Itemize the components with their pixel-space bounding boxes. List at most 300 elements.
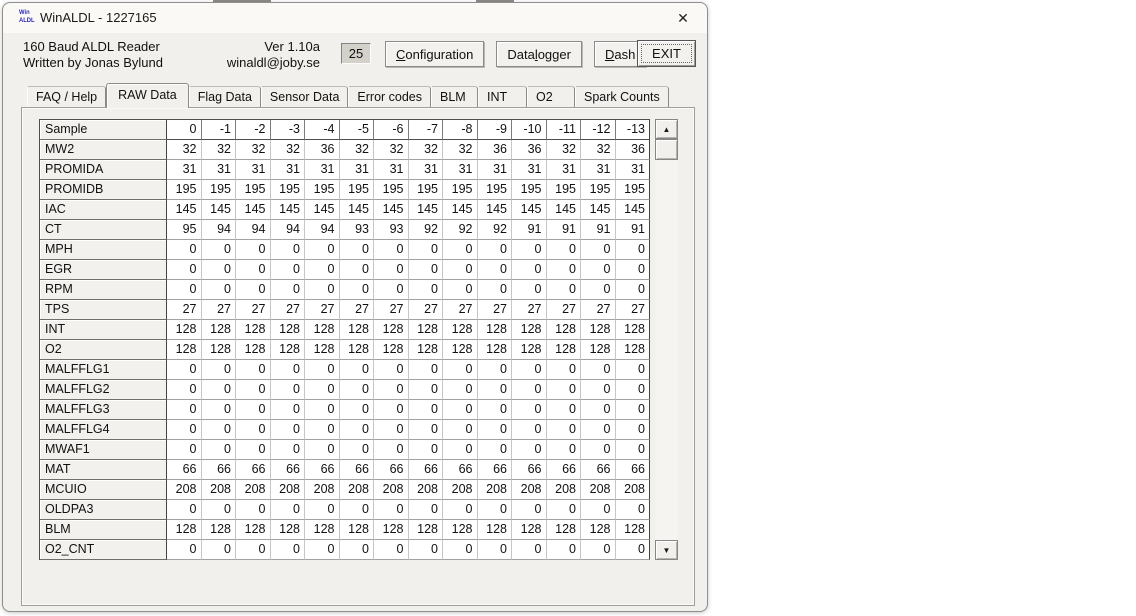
- cell: 0: [581, 440, 616, 460]
- cell: 208: [305, 480, 340, 500]
- cell: 31: [616, 160, 651, 180]
- cell: 0: [305, 400, 340, 420]
- cell: 0: [236, 280, 271, 300]
- cell: 0: [409, 360, 444, 380]
- column-header: -8: [443, 120, 478, 140]
- cell: 0: [581, 380, 616, 400]
- row-label: IAC: [40, 200, 167, 220]
- cell: 0: [305, 240, 340, 260]
- cell: 32: [547, 140, 582, 160]
- sample-counter: 25: [341, 43, 371, 64]
- cell: 0: [512, 540, 547, 560]
- cell: 66: [305, 460, 340, 480]
- cell: 195: [409, 180, 444, 200]
- cell: 145: [374, 200, 409, 220]
- cell: 0: [512, 420, 547, 440]
- column-header: -6: [374, 120, 409, 140]
- tab-error-codes[interactable]: Error codes: [348, 86, 431, 107]
- cell: 0: [202, 260, 237, 280]
- cell: 0: [443, 360, 478, 380]
- cell: 0: [340, 260, 375, 280]
- cell: 208: [478, 480, 513, 500]
- cell: 31: [202, 160, 237, 180]
- cell: 0: [547, 260, 582, 280]
- cell: 195: [547, 180, 582, 200]
- cell: 27: [340, 300, 375, 320]
- datalogger-button[interactable]: Datalogger: [496, 41, 582, 67]
- cell: 0: [202, 360, 237, 380]
- cell: 0: [616, 420, 651, 440]
- cell: 128: [616, 520, 651, 540]
- cell: 128: [305, 320, 340, 340]
- cell: 0: [340, 360, 375, 380]
- cell: 0: [512, 360, 547, 380]
- titlebar: [3, 3, 707, 33]
- cell: 32: [340, 140, 375, 160]
- cell: 0: [512, 400, 547, 420]
- cell: 0: [236, 400, 271, 420]
- cell: 31: [443, 160, 478, 180]
- cell: 195: [340, 180, 375, 200]
- column-header: -12: [581, 120, 616, 140]
- cell: 0: [478, 240, 513, 260]
- cell: 0: [202, 500, 237, 520]
- cell: 128: [547, 520, 582, 540]
- configuration-button[interactable]: Configuration: [385, 41, 484, 67]
- cell: 128: [340, 520, 375, 540]
- row-label: INT: [40, 320, 167, 340]
- cell: 0: [305, 420, 340, 440]
- cell: 66: [167, 460, 202, 480]
- tab-raw-data[interactable]: RAW Data: [106, 83, 189, 108]
- cell: 128: [616, 320, 651, 340]
- cell: 145: [443, 200, 478, 220]
- tab-spark-counts[interactable]: Spark Counts: [575, 86, 669, 107]
- cell: 128: [616, 340, 651, 360]
- cell: 195: [616, 180, 651, 200]
- cell: 0: [305, 540, 340, 560]
- cell: 0: [581, 280, 616, 300]
- app-icon-text-top: Win: [19, 9, 30, 16]
- cell: 0: [271, 420, 306, 440]
- cell: 128: [547, 320, 582, 340]
- cell: 0: [202, 280, 237, 300]
- tab-flag-data[interactable]: Flag Data: [189, 86, 261, 107]
- cell: 145: [202, 200, 237, 220]
- tab-bar: [27, 83, 669, 107]
- cell: 92: [409, 220, 444, 240]
- cell: 128: [202, 320, 237, 340]
- cell: 208: [547, 480, 582, 500]
- cell: 128: [340, 320, 375, 340]
- cell: 0: [305, 280, 340, 300]
- cell: 195: [305, 180, 340, 200]
- cell: 91: [547, 220, 582, 240]
- cell: 145: [167, 200, 202, 220]
- cell: 66: [581, 460, 616, 480]
- cell: 0: [581, 540, 616, 560]
- cell: 145: [547, 200, 582, 220]
- cell: 94: [271, 220, 306, 240]
- cell: 128: [443, 340, 478, 360]
- cell: 128: [547, 340, 582, 360]
- scrollbar-thumb[interactable]: [655, 139, 678, 160]
- row-label: MW2: [40, 140, 167, 160]
- cell: 208: [167, 480, 202, 500]
- cell: 0: [443, 280, 478, 300]
- cell: 0: [271, 400, 306, 420]
- cell: 145: [340, 200, 375, 220]
- email-label: winaldl@joby.se: [226, 55, 320, 70]
- cell: 66: [409, 460, 444, 480]
- tab-blm[interactable]: BLM: [431, 86, 478, 107]
- cell: 0: [616, 400, 651, 420]
- cell: 195: [512, 180, 547, 200]
- cell: 0: [167, 240, 202, 260]
- cell: 128: [167, 520, 202, 540]
- cell: 0: [374, 260, 409, 280]
- cell: 128: [409, 340, 444, 360]
- cell: 0: [512, 440, 547, 460]
- cell: 0: [271, 240, 306, 260]
- cell: 66: [271, 460, 306, 480]
- cell: 0: [409, 240, 444, 260]
- cell: 0: [305, 440, 340, 460]
- cell: 128: [340, 340, 375, 360]
- app-description: [23, 39, 163, 71]
- cell: 128: [167, 340, 202, 360]
- cell: 0: [374, 360, 409, 380]
- header-buttons: [385, 41, 646, 67]
- cell: 95: [167, 220, 202, 240]
- cell: 195: [202, 180, 237, 200]
- row-label: O2_CNT: [40, 540, 167, 560]
- column-header: -10: [512, 120, 547, 140]
- cell: 66: [202, 460, 237, 480]
- cell: 31: [581, 160, 616, 180]
- cell: 0: [202, 400, 237, 420]
- cell: 0: [271, 440, 306, 460]
- cell: 208: [340, 480, 375, 500]
- cell: 145: [478, 200, 513, 220]
- cell: 128: [305, 520, 340, 540]
- cell: 0: [512, 240, 547, 260]
- cell: 208: [271, 480, 306, 500]
- cell: 128: [409, 320, 444, 340]
- cell: 32: [581, 140, 616, 160]
- cell: 0: [374, 440, 409, 460]
- cell: 0: [271, 380, 306, 400]
- cell: 0: [547, 360, 582, 380]
- cell: 32: [443, 140, 478, 160]
- app-icon: [19, 9, 36, 26]
- cell: 0: [443, 440, 478, 460]
- cell: 208: [374, 480, 409, 500]
- cell: 145: [512, 200, 547, 220]
- cell: 128: [478, 320, 513, 340]
- cell: 128: [443, 520, 478, 540]
- cell: 0: [374, 400, 409, 420]
- cell: 0: [374, 540, 409, 560]
- cell: 0: [236, 380, 271, 400]
- cell: 0: [581, 360, 616, 380]
- tab-faq-help[interactable]: FAQ / Help: [27, 86, 106, 107]
- cell: 208: [202, 480, 237, 500]
- cell: 128: [374, 340, 409, 360]
- cell: 0: [167, 280, 202, 300]
- cell: 91: [616, 220, 651, 240]
- column-header: -7: [409, 120, 444, 140]
- cell: 92: [443, 220, 478, 240]
- cell: 31: [236, 160, 271, 180]
- cell: 0: [374, 420, 409, 440]
- cell: 145: [236, 200, 271, 220]
- cell: 31: [547, 160, 582, 180]
- cell: 128: [271, 520, 306, 540]
- column-header: -11: [547, 120, 582, 140]
- tab-o2[interactable]: O2: [527, 86, 575, 107]
- cell: 0: [512, 500, 547, 520]
- cell: 66: [236, 460, 271, 480]
- cell: 0: [271, 360, 306, 380]
- cell: 0: [581, 400, 616, 420]
- column-header: 0: [167, 120, 202, 140]
- cell: 32: [374, 140, 409, 160]
- cell: 27: [581, 300, 616, 320]
- cell: 0: [167, 380, 202, 400]
- cell: 0: [616, 540, 651, 560]
- cell: 0: [340, 240, 375, 260]
- cell: 145: [305, 200, 340, 220]
- cell: 91: [512, 220, 547, 240]
- cell: 0: [202, 380, 237, 400]
- app-icon-text-bottom: ALDL: [19, 17, 35, 24]
- cell: 145: [409, 200, 444, 220]
- cell: 36: [305, 140, 340, 160]
- cell: 0: [271, 500, 306, 520]
- cell: 27: [271, 300, 306, 320]
- cell: 27: [409, 300, 444, 320]
- cell: 0: [271, 280, 306, 300]
- cell: 94: [305, 220, 340, 240]
- cell: 66: [478, 460, 513, 480]
- exit-button[interactable]: EXIT: [637, 40, 696, 67]
- cell: 195: [236, 180, 271, 200]
- cell: 0: [167, 400, 202, 420]
- cell: 93: [340, 220, 375, 240]
- cell: 36: [616, 140, 651, 160]
- row-label: OLDPA3: [40, 500, 167, 520]
- cell: 0: [374, 280, 409, 300]
- cell: 66: [512, 460, 547, 480]
- cell: 0: [305, 380, 340, 400]
- cell: 0: [443, 400, 478, 420]
- app-description-line1: 160 Baud ALDL Reader: [23, 39, 160, 54]
- cell: 0: [409, 380, 444, 400]
- cell: 0: [409, 260, 444, 280]
- row-label: MALFFLG3: [40, 400, 167, 420]
- cell: 0: [512, 380, 547, 400]
- cell: 0: [547, 500, 582, 520]
- cell: 0: [271, 260, 306, 280]
- cell: 31: [305, 160, 340, 180]
- cell: 128: [409, 520, 444, 540]
- cell: 0: [616, 240, 651, 260]
- scroll-down-icon[interactable]: ▼: [655, 540, 678, 560]
- column-header: -4: [305, 120, 340, 140]
- tab-sensor-data[interactable]: Sensor Data: [261, 86, 348, 107]
- cell: 128: [167, 320, 202, 340]
- row-label: CT: [40, 220, 167, 240]
- cell: 0: [443, 380, 478, 400]
- cell: 0: [478, 440, 513, 460]
- cell: 0: [305, 360, 340, 380]
- cell: 0: [374, 500, 409, 520]
- cell: 0: [202, 240, 237, 260]
- cell: 195: [167, 180, 202, 200]
- cell: 0: [167, 540, 202, 560]
- row-label: MALFFLG2: [40, 380, 167, 400]
- row-label: MALFFLG4: [40, 420, 167, 440]
- cell: 27: [512, 300, 547, 320]
- cell: 0: [202, 440, 237, 460]
- tab-int[interactable]: INT: [478, 86, 527, 107]
- cell: 0: [167, 260, 202, 280]
- cell: 0: [236, 500, 271, 520]
- cell: 0: [581, 240, 616, 260]
- cell: 0: [340, 540, 375, 560]
- cell: 195: [581, 180, 616, 200]
- cell: 0: [478, 360, 513, 380]
- cell: 0: [236, 540, 271, 560]
- cell: 0: [581, 260, 616, 280]
- cell: 208: [581, 480, 616, 500]
- column-header: -3: [271, 120, 306, 140]
- cell: 66: [374, 460, 409, 480]
- cell: 0: [478, 500, 513, 520]
- cell: 0: [512, 260, 547, 280]
- cell: 32: [202, 140, 237, 160]
- cell: 128: [478, 520, 513, 540]
- close-icon[interactable]: ✕: [677, 9, 689, 26]
- cell: 128: [581, 520, 616, 540]
- cell: 0: [374, 380, 409, 400]
- cell: 31: [271, 160, 306, 180]
- column-header: -9: [478, 120, 513, 140]
- cell: 128: [236, 340, 271, 360]
- cell: 128: [443, 320, 478, 340]
- raw-data-panel: [21, 107, 695, 606]
- cell: 0: [167, 420, 202, 440]
- cell: 0: [236, 420, 271, 440]
- cell: 195: [374, 180, 409, 200]
- vertical-scrollbar[interactable]: [655, 119, 678, 560]
- cell: 195: [478, 180, 513, 200]
- cell: 0: [340, 440, 375, 460]
- cell: 0: [305, 500, 340, 520]
- cell: 128: [512, 340, 547, 360]
- cell: 27: [547, 300, 582, 320]
- cell: 32: [271, 140, 306, 160]
- cell: 31: [478, 160, 513, 180]
- cell: 128: [271, 340, 306, 360]
- cell: 66: [340, 460, 375, 480]
- cell: 32: [236, 140, 271, 160]
- cell: 128: [374, 320, 409, 340]
- app-description-line2: Written by Jonas Bylund: [23, 55, 163, 70]
- cell: 27: [374, 300, 409, 320]
- window-title: WinALDL - 1227165: [40, 10, 157, 25]
- cell: 0: [478, 540, 513, 560]
- cell: 31: [374, 160, 409, 180]
- cell: 66: [616, 460, 651, 480]
- cell: 91: [581, 220, 616, 240]
- cell: 0: [340, 280, 375, 300]
- cell: 0: [478, 260, 513, 280]
- cell: 27: [443, 300, 478, 320]
- cell: 0: [547, 280, 582, 300]
- scroll-up-icon[interactable]: ▲: [655, 119, 678, 139]
- cell: 92: [478, 220, 513, 240]
- cell: 0: [409, 280, 444, 300]
- cell: 32: [409, 140, 444, 160]
- cell: 0: [409, 540, 444, 560]
- cell: 0: [478, 280, 513, 300]
- cell: 94: [202, 220, 237, 240]
- app-window: [2, 2, 708, 612]
- row-label: MALFFLG1: [40, 360, 167, 380]
- cell: 0: [547, 380, 582, 400]
- cell: 0: [340, 500, 375, 520]
- cell: 0: [236, 260, 271, 280]
- raw-data-grid: [39, 119, 650, 560]
- cell: 27: [202, 300, 237, 320]
- row-label: PROMIDB: [40, 180, 167, 200]
- cell: 128: [581, 320, 616, 340]
- row-label: EGR: [40, 260, 167, 280]
- cell: 0: [547, 400, 582, 420]
- cell: 208: [409, 480, 444, 500]
- cell: 128: [478, 340, 513, 360]
- cell: 66: [547, 460, 582, 480]
- cell: 31: [340, 160, 375, 180]
- cell: 128: [512, 520, 547, 540]
- version-label: Ver 1.10a: [264, 39, 320, 54]
- cell: 0: [305, 260, 340, 280]
- cell: 128: [202, 340, 237, 360]
- cell: 0: [202, 540, 237, 560]
- cell: 128: [581, 340, 616, 360]
- cell: 31: [409, 160, 444, 180]
- row-label: PROMIDA: [40, 160, 167, 180]
- cell: 128: [236, 520, 271, 540]
- column-header: -1: [202, 120, 237, 140]
- cell: 128: [512, 320, 547, 340]
- column-header: -13: [616, 120, 651, 140]
- cell: 0: [616, 440, 651, 460]
- cell: 195: [443, 180, 478, 200]
- row-label: O2: [40, 340, 167, 360]
- cell: 0: [271, 540, 306, 560]
- cell: 0: [547, 420, 582, 440]
- cell: 0: [443, 540, 478, 560]
- cell: 128: [305, 340, 340, 360]
- row-label: MWAF1: [40, 440, 167, 460]
- cell: 0: [374, 240, 409, 260]
- row-label: MAT: [40, 460, 167, 480]
- dash-button[interactable]: Dash: [594, 41, 646, 67]
- cell: 145: [616, 200, 651, 220]
